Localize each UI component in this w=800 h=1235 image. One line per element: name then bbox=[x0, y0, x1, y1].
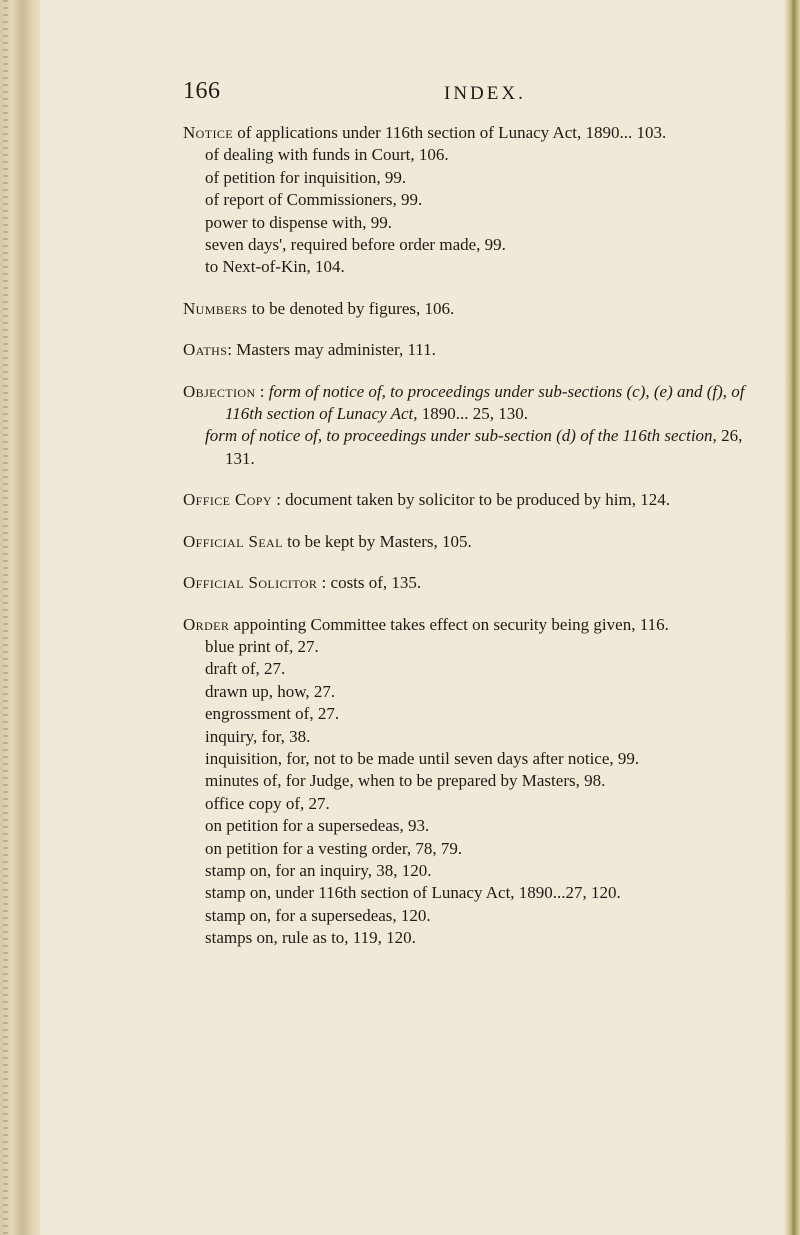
sub-entry: draft of, 27. bbox=[205, 659, 286, 679]
book-page bbox=[40, 0, 784, 1235]
sub-entry: drawn up, how, 27. bbox=[205, 681, 336, 701]
sub-entry: power to dispense with, 99. bbox=[205, 212, 392, 232]
entry-text: appointing Committee takes effect on security being given, 116. bbox=[229, 614, 669, 634]
entry-text: 26, 131. bbox=[225, 426, 743, 468]
sub-entry: of petition for inquisition, 99. bbox=[205, 167, 407, 187]
entry-text: to be denoted by figures, 106. bbox=[247, 298, 455, 318]
sub-entry: of dealing with funds in Court, 106. bbox=[205, 145, 449, 165]
sub-entry: inquisition, for, not to be made until seven days after notice, 99. bbox=[205, 748, 640, 768]
entry-heading: Notice bbox=[183, 123, 234, 142]
index-entry-official-solicitor bbox=[183, 572, 767, 594]
entry-heading: Numbers bbox=[183, 298, 248, 318]
entry-heading: Official Seal bbox=[183, 531, 283, 551]
sub-entry bbox=[183, 425, 767, 470]
index-entry-official-seal bbox=[183, 531, 767, 553]
sub-entry: of report of Commissioners, 99. bbox=[205, 190, 423, 210]
sub-entry: seven days', required before order made, 99. bbox=[205, 235, 506, 255]
index-entry-order bbox=[183, 614, 767, 636]
entry-heading: Oaths bbox=[183, 340, 228, 360]
entry-text: : document taken by solicitor to be produced by him, 124. bbox=[271, 490, 670, 510]
entry-heading: Official Solicitor bbox=[183, 573, 318, 593]
sub-entry: stamps on, rule as to, 119, 120. bbox=[205, 928, 416, 948]
index-entry-numbers bbox=[183, 298, 767, 320]
index-entry-notice bbox=[183, 122, 767, 144]
entry-heading: Order bbox=[183, 614, 230, 634]
page-edge bbox=[784, 0, 800, 1235]
page-number: 166 bbox=[183, 78, 221, 104]
index-entry-office-copy bbox=[183, 489, 767, 511]
sub-entry: minutes of, for Judge, when to be prepared by Masters, 98. bbox=[205, 771, 606, 791]
sub-entry: inquiry, for, 38. bbox=[205, 726, 311, 746]
index-content bbox=[183, 122, 767, 950]
running-head: INDEX. bbox=[444, 83, 526, 104]
sub-entry: stamp on, for an inquiry, 38, 120. bbox=[205, 860, 432, 880]
book-spine-shadow bbox=[0, 0, 40, 1235]
entry-separator: : bbox=[255, 381, 269, 401]
entry-text: : costs of, 135. bbox=[317, 573, 422, 593]
index-entry-oaths bbox=[183, 339, 767, 361]
sub-entry: engrossment of, 27. bbox=[205, 704, 340, 724]
sub-entry: office copy of, 27. bbox=[205, 793, 330, 813]
sub-entry: to Next-of-Kin, 104. bbox=[205, 257, 345, 277]
sub-entry: on petition for a supersedeas, 93. bbox=[205, 816, 430, 836]
entry-heading: Objection bbox=[183, 381, 256, 401]
sub-entry: on petition for a vesting order, 78, 79. bbox=[205, 838, 463, 858]
sub-entry: stamp on, for a supersedeas, 120. bbox=[205, 905, 431, 925]
entry-heading: Office Copy bbox=[183, 490, 272, 510]
entry-text-italic: form of notice of, to proceedings under sub-section (d) of the 116th section, bbox=[205, 426, 717, 446]
entry-text: : Masters may administer, 111. bbox=[227, 340, 436, 360]
entry-text-italic: form of notice of, to proceedings under sub-sections (c), (e) and (f), of 116th section of Lunacy Act, bbox=[225, 381, 745, 424]
sub-entry: stamp on, under 116th section of Lunacy Act, 1890...27, 120. bbox=[205, 883, 621, 903]
entry-text: of applications under 116th section of Lunacy Act, 1890... 103. bbox=[233, 123, 667, 142]
entry-text: 1890... 25, 130. bbox=[417, 404, 528, 424]
entry-text: to be kept by Masters, 105. bbox=[282, 531, 472, 551]
sub-entry: blue print of, 27. bbox=[205, 636, 319, 656]
index-entry-objection bbox=[183, 381, 767, 426]
